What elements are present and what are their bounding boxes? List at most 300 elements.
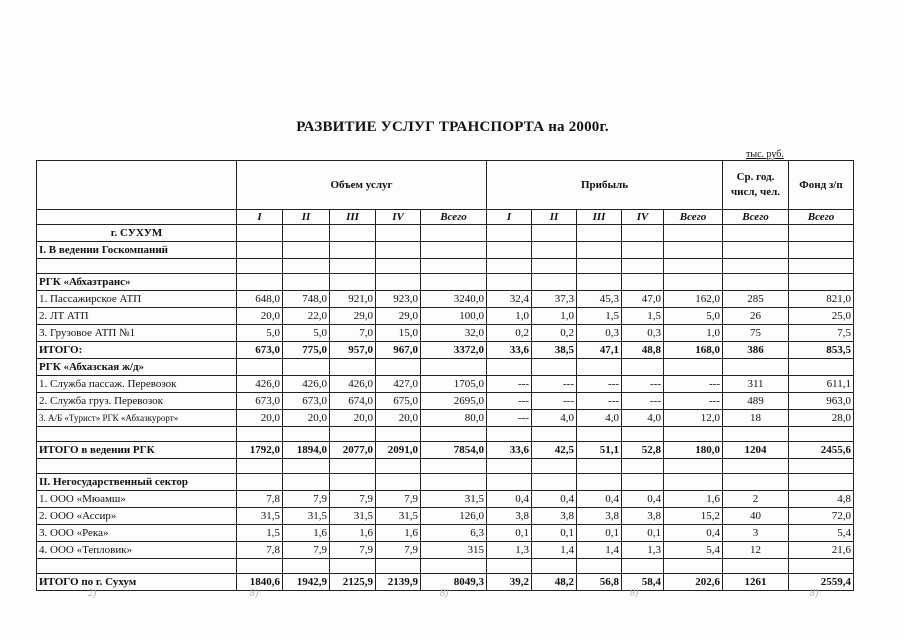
table-cell — [330, 427, 376, 442]
volume-cell: 673,0 — [237, 393, 283, 410]
employees-cell: 75 — [723, 325, 789, 342]
quarter-header: IV — [622, 210, 664, 225]
profit-cell: 4,0 — [622, 410, 664, 427]
row-label: 1. Пассажирское АТП — [37, 291, 237, 308]
profit-cell: --- — [577, 393, 622, 410]
fund-cell: 28,0 — [789, 410, 854, 427]
blank-row — [37, 559, 854, 574]
volume-cell: 7,8 — [237, 542, 283, 559]
profit-cell: 56,8 — [577, 574, 622, 591]
profit-cell: 0,1 — [577, 525, 622, 542]
profit-cell: --- — [532, 376, 577, 393]
profit-cell: 5,4 — [664, 542, 723, 559]
profit-cell: 0,2 — [487, 325, 532, 342]
table-cell — [532, 225, 577, 242]
fund-cell: 2455,6 — [789, 442, 854, 459]
blank-row — [37, 259, 854, 274]
section-row — [37, 242, 854, 259]
table-cell — [577, 474, 622, 491]
table-row — [37, 508, 854, 525]
profit-cell: 1,0 — [664, 325, 723, 342]
volume-cell: 1894,0 — [283, 442, 330, 459]
quarter-header: II — [283, 210, 330, 225]
table-row — [37, 291, 854, 308]
volume-cell: 80,0 — [421, 410, 487, 427]
table-cell — [283, 559, 330, 574]
volume-cell: 923,0 — [376, 291, 421, 308]
employees-cell: 386 — [723, 342, 789, 359]
table-cell — [330, 259, 376, 274]
group-row — [37, 359, 854, 376]
volume-cell: 7,9 — [376, 542, 421, 559]
volume-cell: 7,8 — [237, 491, 283, 508]
table-cell — [789, 427, 854, 442]
table-cell — [421, 559, 487, 574]
table-row — [37, 376, 854, 393]
table-cell — [283, 474, 330, 491]
row-label: 3. А/Б «Турист» РГК «Абхазкурорт» — [37, 410, 237, 427]
header-employees: Ср. год. числ, чел. — [723, 161, 789, 210]
table-cell — [723, 474, 789, 491]
profit-cell: 0,2 — [532, 325, 577, 342]
profit-cell: 202,6 — [664, 574, 723, 591]
profit-cell: 1,3 — [487, 542, 532, 559]
volume-cell: 29,0 — [330, 308, 376, 325]
table-cell — [376, 427, 421, 442]
header-row — [37, 161, 854, 210]
volume-cell: 1,6 — [330, 525, 376, 542]
employees-cell: 1261 — [723, 574, 789, 591]
table-cell — [330, 274, 376, 291]
table-cell — [487, 225, 532, 242]
table-cell — [532, 474, 577, 491]
table-cell — [487, 459, 532, 474]
table-cell — [237, 459, 283, 474]
volume-cell: 675,0 — [376, 393, 421, 410]
page-mark: 2) — [88, 588, 97, 599]
employees-cell: 2 — [723, 491, 789, 508]
table-cell — [487, 259, 532, 274]
table-cell — [622, 474, 664, 491]
fund-cell: 4,8 — [789, 491, 854, 508]
volume-cell: 775,0 — [283, 342, 330, 359]
volume-cell: 674,0 — [330, 393, 376, 410]
employees-cell: 489 — [723, 393, 789, 410]
volume-cell: 20,0 — [237, 308, 283, 325]
volume-cell: 20,0 — [330, 410, 376, 427]
profit-cell: 0,4 — [664, 525, 723, 542]
employees-cell: 1204 — [723, 442, 789, 459]
row-label: I. В ведении Госкомпаний — [37, 242, 237, 259]
table-cell — [577, 359, 622, 376]
volume-cell: 15,0 — [376, 325, 421, 342]
table-cell — [532, 459, 577, 474]
volume-cell: 921,0 — [330, 291, 376, 308]
row-label: 3. Грузовое АТП №1 — [37, 325, 237, 342]
header-fund: Фонд з/п — [789, 161, 854, 210]
volume-cell: 32,0 — [421, 325, 487, 342]
volume-cell: 648,0 — [237, 291, 283, 308]
profit-cell: 38,5 — [532, 342, 577, 359]
group-row — [37, 274, 854, 291]
table-cell — [330, 559, 376, 574]
profit-cell: 168,0 — [664, 342, 723, 359]
volume-cell: 31,5 — [237, 508, 283, 525]
table-cell — [789, 242, 854, 259]
table-cell — [789, 274, 854, 291]
profit-cell: 0,4 — [532, 491, 577, 508]
volume-cell: 1,5 — [237, 525, 283, 542]
volume-cell: 100,0 — [421, 308, 487, 325]
table-cell — [622, 559, 664, 574]
table-cell — [487, 359, 532, 376]
profit-cell: 1,0 — [487, 308, 532, 325]
table-cell — [421, 427, 487, 442]
profit-cell: 47,1 — [577, 342, 622, 359]
table-cell — [237, 474, 283, 491]
blank-row — [37, 459, 854, 474]
profit-cell: --- — [487, 393, 532, 410]
table-cell — [789, 225, 854, 242]
volume-cell: 1942,9 — [283, 574, 330, 591]
table-cell — [376, 359, 421, 376]
profit-cell: 5,0 — [664, 308, 723, 325]
volume-cell: 1,6 — [376, 525, 421, 542]
table-cell — [723, 225, 789, 242]
volume-cell: 7,9 — [283, 491, 330, 508]
table-cell — [664, 459, 723, 474]
table-cell — [789, 459, 854, 474]
volume-cell: 7,9 — [330, 491, 376, 508]
table-cell — [330, 225, 376, 242]
table-cell — [283, 427, 330, 442]
volume-cell: 426,0 — [283, 376, 330, 393]
volume-cell: 748,0 — [283, 291, 330, 308]
fund-cell: 611,1 — [789, 376, 854, 393]
quarter-header: Всего — [421, 210, 487, 225]
volume-cell: 427,0 — [376, 376, 421, 393]
quarter-header: Всего — [664, 210, 723, 225]
table-cell — [421, 359, 487, 376]
volume-cell: 967,0 — [376, 342, 421, 359]
table-cell — [622, 427, 664, 442]
table-cell — [723, 559, 789, 574]
profit-cell: 33,6 — [487, 342, 532, 359]
profit-cell: --- — [577, 376, 622, 393]
table-cell — [283, 359, 330, 376]
profit-cell: 3,8 — [487, 508, 532, 525]
table-cell — [532, 274, 577, 291]
volume-cell: 315 — [421, 542, 487, 559]
row-label: 2. Служба груз. Перевозок — [37, 393, 237, 410]
fund-cell: 25,0 — [789, 308, 854, 325]
page-title: РАЗВИТИЕ УСЛУГ ТРАНСПОРТА на 2000г. — [296, 119, 609, 135]
profit-cell: 1,5 — [622, 308, 664, 325]
fund-cell: 853,5 — [789, 342, 854, 359]
page-mark: 8) — [810, 588, 819, 599]
table-cell — [723, 259, 789, 274]
table-cell — [532, 242, 577, 259]
table-cell — [664, 559, 723, 574]
fund-cell: 72,0 — [789, 508, 854, 525]
section-row — [37, 474, 854, 491]
table-cell — [237, 274, 283, 291]
table-cell — [487, 427, 532, 442]
table-cell — [376, 225, 421, 242]
profit-cell: 0,3 — [577, 325, 622, 342]
profit-cell: 0,4 — [622, 491, 664, 508]
profit-cell: 48,8 — [622, 342, 664, 359]
table-cell — [664, 474, 723, 491]
employees-cell: 311 — [723, 376, 789, 393]
volume-cell: 7,9 — [330, 542, 376, 559]
transport-services-table — [36, 160, 854, 591]
table-cell — [789, 359, 854, 376]
volume-cell: 7,0 — [330, 325, 376, 342]
profit-cell: 4,0 — [577, 410, 622, 427]
table-cell — [577, 225, 622, 242]
quarter-header: I — [237, 210, 283, 225]
table-cell — [622, 459, 664, 474]
profit-cell: 3,8 — [577, 508, 622, 525]
header-profit: Прибыль — [487, 161, 723, 210]
header-blank — [37, 210, 237, 225]
subheader-row — [37, 210, 854, 225]
row-label: ИТОГО по г. Сухум — [37, 574, 237, 591]
profit-cell: 1,4 — [532, 542, 577, 559]
table-cell — [622, 274, 664, 291]
volume-cell: 1840,6 — [237, 574, 283, 591]
volume-cell: 31,5 — [376, 508, 421, 525]
employees-cell: 12 — [723, 542, 789, 559]
table-cell — [330, 474, 376, 491]
table-row — [37, 325, 854, 342]
table-cell — [577, 427, 622, 442]
table-cell — [622, 359, 664, 376]
table-cell — [577, 559, 622, 574]
volume-cell: 2077,0 — [330, 442, 376, 459]
volume-cell: 7854,0 — [421, 442, 487, 459]
volume-cell: 22,0 — [283, 308, 330, 325]
table-cell — [532, 559, 577, 574]
blank-row — [37, 427, 854, 442]
table-cell — [723, 427, 789, 442]
table-cell — [330, 242, 376, 259]
table-cell — [532, 259, 577, 274]
volume-cell: 20,0 — [376, 410, 421, 427]
profit-cell: --- — [487, 376, 532, 393]
table-cell — [237, 225, 283, 242]
table-cell — [664, 359, 723, 376]
table-row — [37, 542, 854, 559]
row-label: 2. ЛТ АТП — [37, 308, 237, 325]
table-cell — [421, 259, 487, 274]
profit-cell: --- — [664, 393, 723, 410]
profit-cell: 162,0 — [664, 291, 723, 308]
table-row — [37, 525, 854, 542]
table-cell — [789, 559, 854, 574]
row-label: 1. ООО «Мюамш» — [37, 491, 237, 508]
row-label: ИТОГО: — [37, 342, 237, 359]
table-cell — [622, 259, 664, 274]
volume-cell: 1792,0 — [237, 442, 283, 459]
table-cell — [37, 459, 237, 474]
table-cell — [237, 427, 283, 442]
table-cell — [577, 242, 622, 259]
profit-cell: --- — [532, 393, 577, 410]
profit-cell: 51,1 — [577, 442, 622, 459]
volume-cell: 1705,0 — [421, 376, 487, 393]
profit-cell: 1,6 — [664, 491, 723, 508]
fund-cell: 963,0 — [789, 393, 854, 410]
profit-cell: 58,4 — [622, 574, 664, 591]
page-mark: 8) — [630, 588, 639, 599]
table-cell — [723, 359, 789, 376]
row-label: 3. ООО «Река» — [37, 525, 237, 542]
table-cell — [421, 242, 487, 259]
profit-cell: 47,0 — [622, 291, 664, 308]
volume-cell: 7,9 — [283, 542, 330, 559]
table-cell — [664, 242, 723, 259]
table-cell — [37, 427, 237, 442]
profit-cell: --- — [622, 393, 664, 410]
profit-cell: 39,2 — [487, 574, 532, 591]
fund-cell: 5,4 — [789, 525, 854, 542]
profit-cell: 0,4 — [577, 491, 622, 508]
table-cell — [283, 242, 330, 259]
volume-cell: 2091,0 — [376, 442, 421, 459]
table-cell — [283, 459, 330, 474]
profit-cell: 42,5 — [532, 442, 577, 459]
table-cell — [376, 274, 421, 291]
table-cell — [421, 474, 487, 491]
table-cell — [237, 259, 283, 274]
volume-cell: 31,5 — [283, 508, 330, 525]
volume-cell: 7,9 — [376, 491, 421, 508]
employees-cell: 40 — [723, 508, 789, 525]
profit-cell: 1,4 — [577, 542, 622, 559]
profit-cell: --- — [664, 376, 723, 393]
profit-cell: --- — [622, 376, 664, 393]
profit-cell: 0,1 — [487, 525, 532, 542]
table-cell — [237, 559, 283, 574]
table-cell — [532, 359, 577, 376]
volume-cell: 31,5 — [421, 491, 487, 508]
table-cell — [37, 559, 237, 574]
profit-cell: 52,8 — [622, 442, 664, 459]
table-cell — [622, 242, 664, 259]
volume-cell: 29,0 — [376, 308, 421, 325]
total-header: Всего — [789, 210, 854, 225]
table-cell — [487, 242, 532, 259]
table-cell — [622, 225, 664, 242]
table-cell — [37, 259, 237, 274]
table-cell — [237, 359, 283, 376]
row-label: 1. Служба пассаж. Перевозок — [37, 376, 237, 393]
row-label: 4. ООО «Тепловик» — [37, 542, 237, 559]
table-cell — [421, 225, 487, 242]
employees-cell: 285 — [723, 291, 789, 308]
table-cell — [577, 274, 622, 291]
header-blank — [37, 161, 237, 210]
table-cell — [376, 474, 421, 491]
employees-cell: 26 — [723, 308, 789, 325]
volume-cell: 5,0 — [237, 325, 283, 342]
volume-cell: 426,0 — [330, 376, 376, 393]
volume-cell: 20,0 — [237, 410, 283, 427]
table-cell — [283, 225, 330, 242]
table-cell — [283, 259, 330, 274]
table-row — [37, 410, 854, 427]
page-mark: 8) — [440, 588, 449, 599]
table-cell — [664, 259, 723, 274]
table-cell — [664, 274, 723, 291]
profit-cell: 33,6 — [487, 442, 532, 459]
fund-cell: 21,6 — [789, 542, 854, 559]
fund-cell: 821,0 — [789, 291, 854, 308]
table-cell — [376, 259, 421, 274]
volume-cell: 426,0 — [237, 376, 283, 393]
employees-cell: 18 — [723, 410, 789, 427]
quarter-header: III — [577, 210, 622, 225]
table-cell — [487, 274, 532, 291]
quarter-header: IV — [376, 210, 421, 225]
profit-cell: 1,5 — [577, 308, 622, 325]
row-label: ИТОГО в ведении РГК — [37, 442, 237, 459]
volume-cell: 20,0 — [283, 410, 330, 427]
row-label: РГК «Абхазтранс» — [37, 274, 237, 291]
table-row — [37, 308, 854, 325]
volume-cell: 5,0 — [283, 325, 330, 342]
volume-cell: 673,0 — [237, 342, 283, 359]
table-cell — [330, 459, 376, 474]
profit-cell: 0,3 — [622, 325, 664, 342]
profit-cell: 12,0 — [664, 410, 723, 427]
table-cell — [789, 259, 854, 274]
volume-cell: 1,6 — [283, 525, 330, 542]
table-cell — [283, 274, 330, 291]
table-cell — [723, 459, 789, 474]
table-cell — [421, 459, 487, 474]
profit-cell: 3,8 — [532, 508, 577, 525]
employees-cell: 3 — [723, 525, 789, 542]
volume-cell: 31,5 — [330, 508, 376, 525]
header-volume: Объем услуг — [237, 161, 487, 210]
profit-cell: 1,3 — [622, 542, 664, 559]
volume-cell: 673,0 — [283, 393, 330, 410]
row-label: 2. ООО «Ассир» — [37, 508, 237, 525]
table-cell — [532, 427, 577, 442]
quarter-header: II — [532, 210, 577, 225]
row-label: II. Негосударственный сектор — [37, 474, 237, 491]
table-row — [37, 393, 854, 410]
profit-cell: 3,8 — [622, 508, 664, 525]
volume-cell: 3240,0 — [421, 291, 487, 308]
table-cell — [723, 274, 789, 291]
city-label: г. СУХУМ — [37, 225, 237, 242]
profit-cell: 32,4 — [487, 291, 532, 308]
profit-cell: 0,4 — [487, 491, 532, 508]
profit-cell: 48,2 — [532, 574, 577, 591]
city-row — [37, 225, 854, 242]
table-row — [37, 491, 854, 508]
profit-cell: 180,0 — [664, 442, 723, 459]
volume-cell: 126,0 — [421, 508, 487, 525]
page-mark: 8) — [250, 588, 259, 599]
fund-cell: 2559,4 — [789, 574, 854, 591]
volume-cell: 2695,0 — [421, 393, 487, 410]
volume-cell: 3372,0 — [421, 342, 487, 359]
